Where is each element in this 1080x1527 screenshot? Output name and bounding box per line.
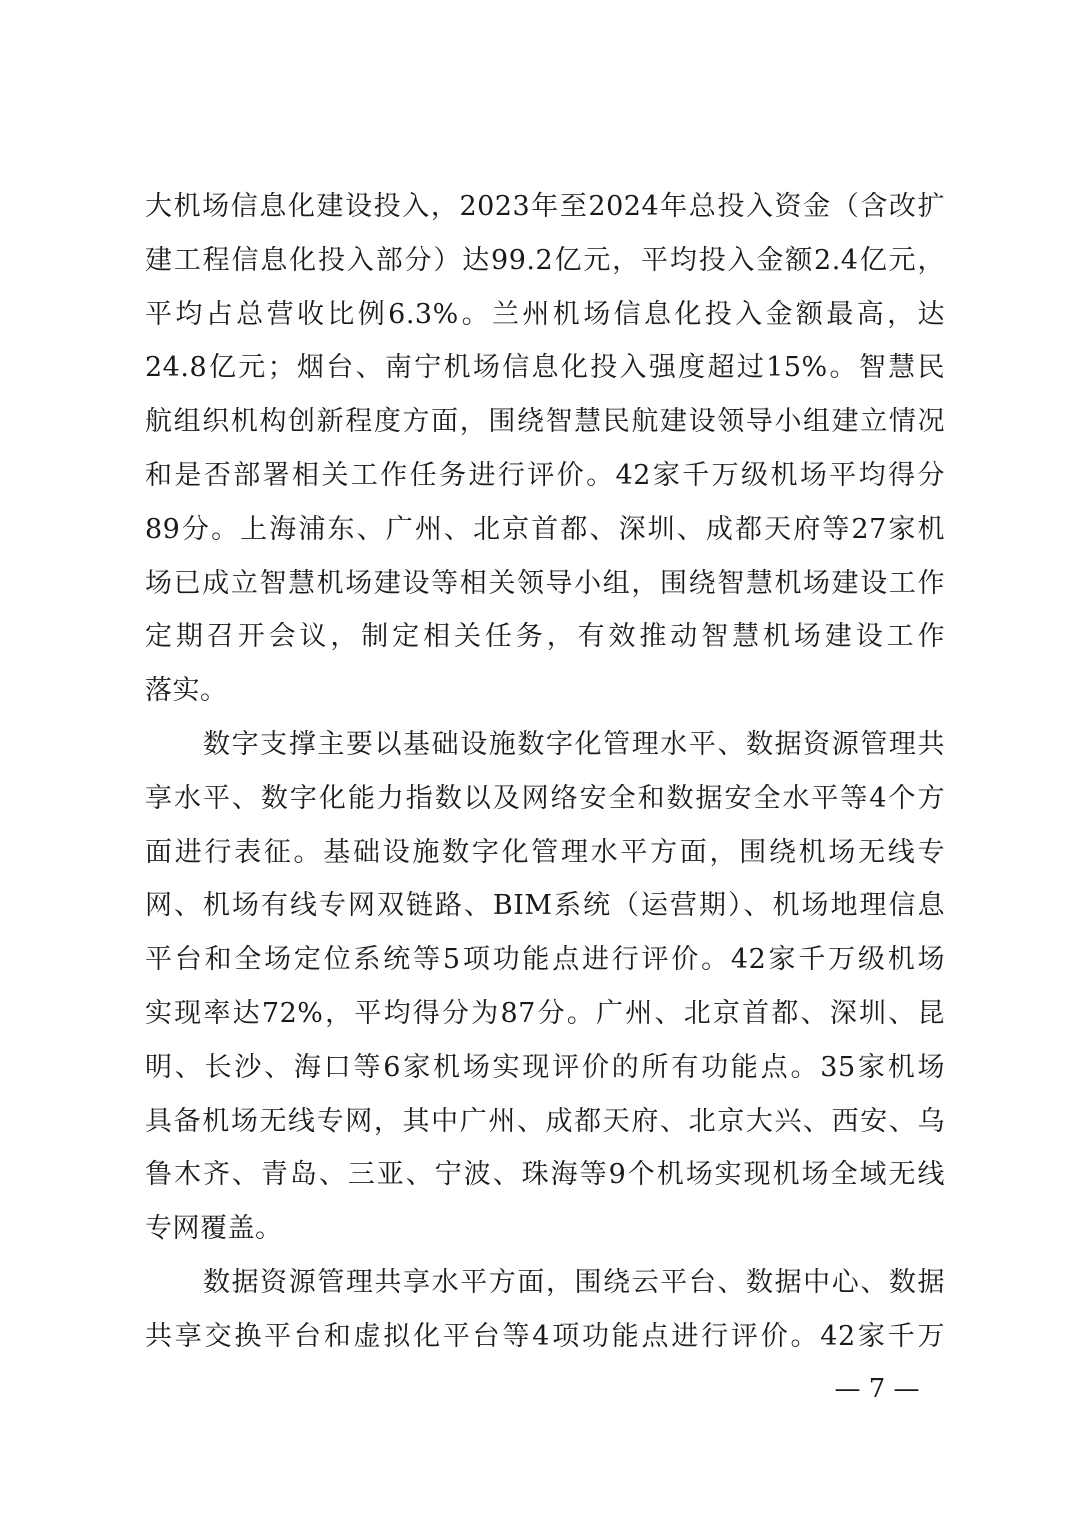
text-line: 享水平、数字化能力指数以及网络安全和数据安全水平等4个方 <box>145 782 945 814</box>
text-line: 面进行表征。基础设施数字化管理水平方面，围绕机场无线专 <box>145 836 945 868</box>
text-line: 平均占总营收比例6.3%。兰州机场信息化投入金额最高，达 <box>145 298 945 330</box>
text-line: 数据资源管理共享水平方面，围绕云平台、数据中心、数据 <box>203 1266 945 1298</box>
text-line: 航组织机构创新程度方面，围绕智慧民航建设领导小组建立情况 <box>145 406 945 438</box>
text-line: 定期召开会议，制定相关任务，有效推动智慧机场建设工作 <box>145 621 945 653</box>
text-line: 建工程信息化投入部分）达99.2亿元，平均投入金额2.4亿元， <box>145 244 945 276</box>
text-line: 平台和全场定位系统等5项功能点进行评价。42家千万级机场 <box>145 944 945 976</box>
text-line: 网、机场有线专网双链路、BIM系统（运营期）、机场地理信息 <box>145 890 945 922</box>
text-line: 落实。 <box>145 675 228 707</box>
body-text <box>145 180 945 1364</box>
text-line: 场已成立智慧机场建设等相关领导小组，围绕智慧机场建设工作 <box>145 567 945 599</box>
text-line: 数字支撑主要以基础设施数字化管理水平、数据资源管理共 <box>203 728 945 760</box>
text-line: 实现率达72%，平均得分为87分。广州、北京首都、深圳、昆 <box>145 997 945 1029</box>
text-line: 大机场信息化建设投入，2023年至2024年总投入资金（含改扩 <box>145 191 945 222</box>
text-line: 具备机场无线专网，其中广州、成都天府、北京大兴、西安、乌 <box>145 1105 945 1137</box>
text-line: 共享交换平台和虚拟化平台等4项功能点进行评价。42家千万 <box>145 1320 945 1352</box>
text-line: 鲁木齐、青岛、三亚、宁波、珠海等9个机场实现机场全域无线 <box>145 1159 945 1191</box>
page-number: — 7 — <box>834 1374 920 1404</box>
text-line: 89分。上海浦东、广州、北京首都、深圳、成都天府等27家机 <box>145 513 945 545</box>
text-line: 专网覆盖。 <box>145 1213 283 1245</box>
text-line: 和是否部署相关工作任务进行评价。42家千万级机场平均得分 <box>145 459 945 491</box>
text-line: 24.8亿元；烟台、南宁机场信息化投入强度超过15%。智慧民 <box>145 352 945 384</box>
text-line: 明、长沙、海口等6家机场实现评价的所有功能点。35家机场 <box>145 1051 945 1083</box>
